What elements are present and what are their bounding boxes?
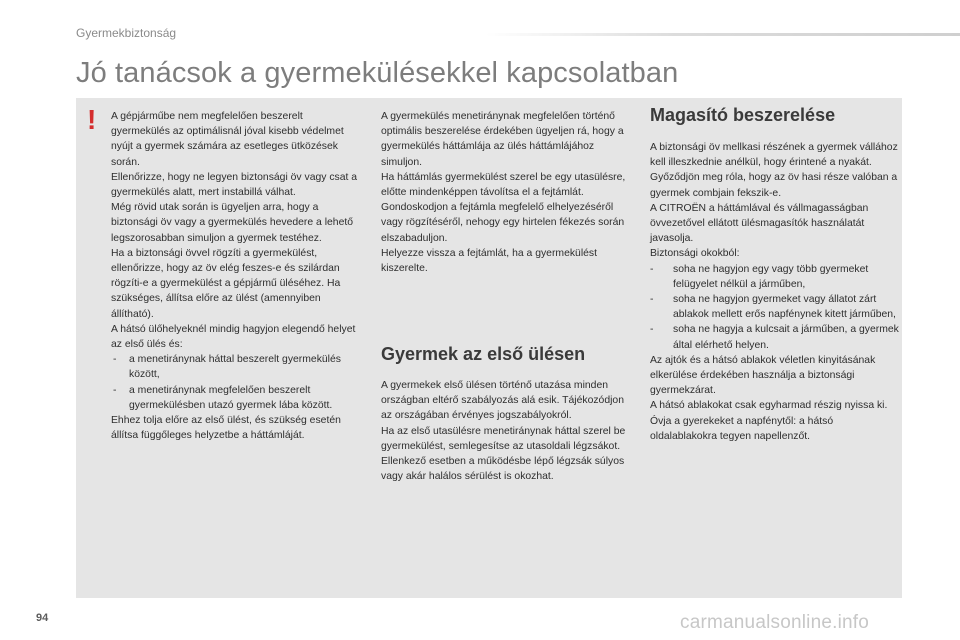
list-item: - a menetiránynak háttal beszerelt gyermekülés között, — [111, 352, 361, 382]
paragraph: Helyezze vissza a fejtámlát, ha a gyermekülést kiszerelte. — [381, 247, 597, 275]
paragraph: Még rövid utak során is ügyeljen arra, hogy a biztonsági öv vagy a gyermekülés hevedere a lehető legszorosabban simuljon a gyermek testéhez. — [111, 202, 354, 244]
paragraph: A CITROËN a háttámlával és vállmagasságban övvezetővel ellátott ülésmagasítók használatát javasolja. — [650, 202, 869, 245]
paragraph: Ellenőrizze, hogy ne legyen biztonsági öv vagy csat a gyermekülés alatt, mert instabillá válhat. — [111, 171, 358, 199]
paragraph: A biztonsági öv mellkasi részének a gyermek vállához kell illeszkednie anélkül, hogy érintené a nyakát. — [650, 142, 898, 169]
paragraph: Ha háttámlás gyermekülést szerel be egy utasülésre, előtte mindenképpen távolítsa el a fejtámlát. — [381, 171, 626, 199]
list-item: - soha ne hagyjon egy vagy több gyermeket felügyelet nélkül a járműben, — [650, 262, 900, 292]
paragraph: A hátsó ablakokat csak egyharmad részig nyissa ki. — [650, 400, 888, 412]
list-item: - soha ne hagyjon gyermeket vagy állatot zárt ablakok mellett erős napfénynek kitett járműben, — [650, 292, 900, 322]
paragraph: A gyermekek első ülésen történő utazása minden országban eltérő szabályozás alá esik. Tájékozódjon az országában érvényes jogszabályokról. — [381, 380, 624, 422]
paragraph: Gondoskodjon a fejtámla megfelelő elhelyezéséről vagy rögzítéséről, nehogy egy hirtelen fékezés során elszabaduljon. — [381, 202, 625, 244]
booster-text — [650, 140, 900, 444]
paragraph: Óvja a gyerekeket a napfénytől: a hátsó oldalablakokra tegyen napellenzőt. — [650, 415, 834, 442]
paragraph: Ehhez tolja előre az első ülést, és szükség esetén állítsa függőleges helyzetbe a háttámláját. — [111, 415, 341, 442]
warning-exclamation-icon: ! — [87, 104, 97, 135]
section-label: Gyermekbiztonság — [76, 26, 177, 40]
paragraph: A gyermekülés menetiránynak megfelelően történő optimális beszerelése érdekében ügyeljen rá, hogy a gyermekülés háttámlája az ülés háttámlájához simuljon. — [381, 111, 624, 168]
list-item: - a menetiránynak megfelelően beszerelt gyermekülésben utazó gyermek lába között. — [111, 383, 361, 413]
booster-heading: Magasító beszerelése — [650, 105, 836, 125]
paragraph: Győződjön meg róla, hogy az öv hasi része valóban a gyermek combjain fekszik-e. — [650, 172, 898, 199]
paragraph: A gépjárműbe nem megfelelően beszerelt gyermekülés az optimálisnál jóval kisebb védelmet nyújt a gyermek számára az esetleges ütközések során. — [111, 111, 344, 168]
header-rule — [486, 33, 960, 36]
paragraph: Biztonsági okokból: — [650, 248, 740, 260]
paragraph: A hátsó ülőhelyeknél mindig hagyjon elegendő helyet az első ülés és: — [111, 323, 356, 351]
paragraph: Ha az első utasülésre menetiránynak háttal szerel be gyermekülést, semlegesítse az utasoldali légzsákot. — [381, 425, 626, 452]
front-seat-heading: Gyermek az első ülésen — [381, 344, 586, 364]
paragraph: Ha a biztonsági övvel rögzíti a gyermekülést, ellenőrizze, hogy az öv elég feszes-e és szilárdan rögzíti-e a gyermekülést a gépjármű üléséhez. Ha szükséges, állítsa előre az ülést (amennyiben állítható). — [111, 247, 341, 320]
paragraph: Az ajtók és a hátsó ablakok véletlen kinyitásának elkerülése érdekében használja a biztonsági gyermekzárat. — [650, 354, 876, 397]
paragraph: Ellenkező esetben a működésbe lépő légzsák súlyos vagy akár halálos sérülést is okozhat. — [381, 456, 625, 483]
page-title: Jó tanácsok a gyermekülésekkel kapcsolatban — [76, 57, 679, 89]
list-item: - soha ne hagyja a kulcsait a járműben, a gyermek által elérhető helyen. — [650, 322, 900, 352]
warning-text-column — [111, 109, 361, 443]
headrest-text-column — [381, 109, 629, 276]
page-number: 94 — [36, 612, 49, 624]
front-seat-text — [381, 378, 629, 484]
watermark: carmanualsonline.info — [680, 612, 870, 633]
